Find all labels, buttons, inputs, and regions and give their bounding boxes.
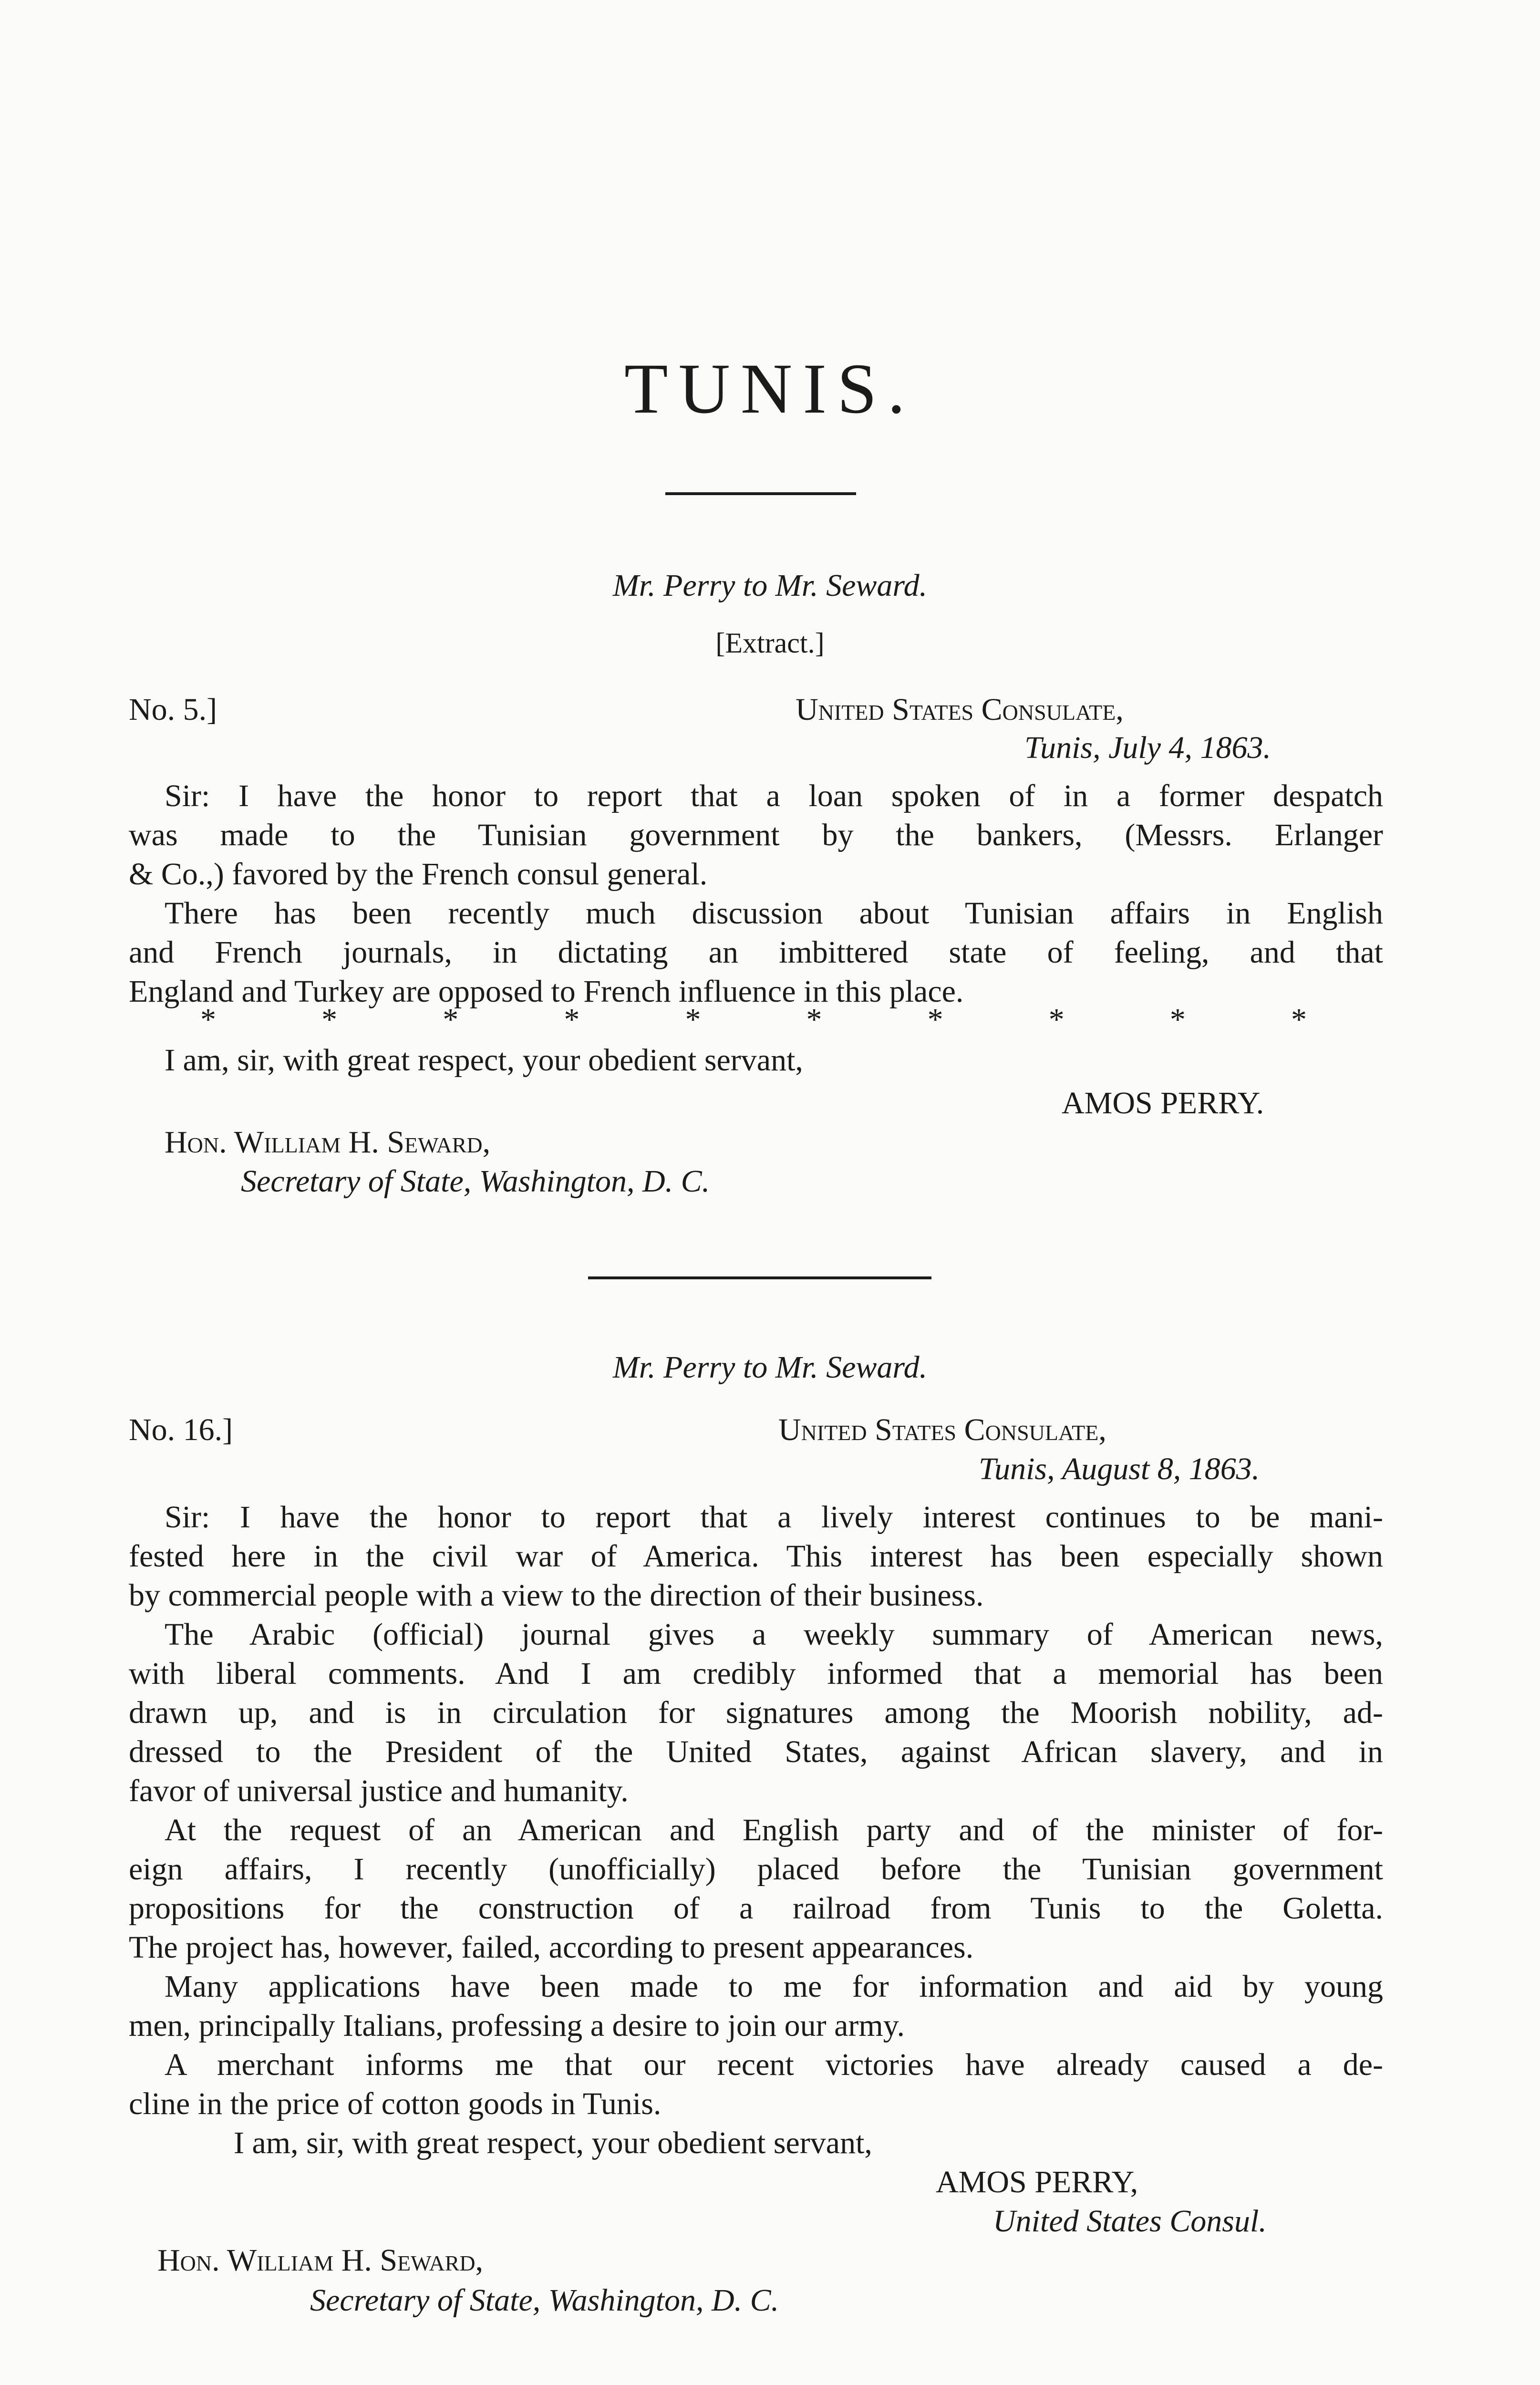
- letter-2-date: Tunis, August 8, 1863.: [979, 1452, 1260, 1486]
- letter-2-signature-title: United States Consul.: [993, 2204, 1267, 2239]
- letter-1-line-6: England and Turkey are opposed to French influence in this place.: [129, 974, 964, 1009]
- ellipsis-stars: [200, 1002, 1307, 1038]
- section-divider: [588, 1276, 931, 1279]
- star: *: [1048, 1002, 1065, 1037]
- letter-1-closing: I am, sir, with great respect, your obedient servant,: [165, 1043, 803, 1078]
- letter-2-line-7: dressed to the President of the United States, against African slavery, and in: [129, 1734, 1383, 1769]
- star: *: [564, 1002, 580, 1037]
- star: *: [927, 1002, 943, 1037]
- page-title: TUNIS.: [624, 349, 916, 428]
- letter-2-addressee-title: Secretary of State, Washington, D. C.: [310, 2283, 779, 2318]
- letter-1-addressee-title: Secretary of State, Washington, D. C.: [241, 1164, 710, 1199]
- letter-2-line-12: The project has, however, failed, according to present appearances.: [129, 1930, 974, 1965]
- star: *: [685, 1002, 701, 1037]
- letter-2-line-11: propositions for the construction of a railroad from Tunis to the Goletta.: [129, 1891, 1383, 1926]
- letter-2-line-9: At the request of an American and English party and of the minister of for-: [165, 1813, 1383, 1847]
- letter-1-line-3: & Co.,) favored by the French consul general.: [129, 857, 708, 892]
- letter-2-place: United States Consulate,: [778, 1412, 1106, 1447]
- letter-2-heading: Mr. Perry to Mr. Seward.: [612, 1350, 928, 1385]
- letter-2-line-13: Many applications have been made to me for information and aid by young: [165, 1969, 1383, 2004]
- letter-2-line-1: Sir: I have the honor to report that a lively interest continues to be mani-: [165, 1500, 1383, 1535]
- letter-1-line-2: was made to the Tunisian government by the bankers, (Messrs. Erlanger: [129, 818, 1383, 852]
- star: *: [1169, 1002, 1186, 1037]
- star: *: [806, 1002, 822, 1037]
- letter-2-line-14: men, principally Italians, professing a desire to join our army.: [129, 2008, 905, 2043]
- title-rule: [665, 492, 856, 495]
- letter-1-signature: AMOS PERRY.: [1062, 1086, 1264, 1120]
- letter-2-line-3: by commercial people with a view to the direction of their business.: [129, 1578, 984, 1613]
- letter-2-line-6: drawn up, and is in circulation for signatures among the Moorish nobility, ad-: [129, 1695, 1383, 1730]
- letter-1-heading: Mr. Perry to Mr. Seward.: [612, 568, 928, 603]
- letter-2-line-4: The Arabic (official) journal gives a weekly summary of American news,: [165, 1617, 1383, 1652]
- letter-1-line-4: There has been recently much discussion about Tunisian affairs in English: [165, 896, 1383, 931]
- letter-2-line-5: with liberal comments. And I am credibly informed that a memorial has been: [129, 1656, 1383, 1691]
- letter-1-line-5: and French journals, in dictating an imbittered state of feeling, and that: [129, 935, 1383, 970]
- letter-2-line-2: fested here in the civil war of America. This interest has been especially shown: [129, 1539, 1383, 1574]
- letter-1-note: [Extract.]: [715, 627, 825, 659]
- letter-1-line-1: Sir: I have the honor to report that a loan spoken of in a former despatch: [165, 778, 1383, 813]
- letter-2-number: No. 16.]: [129, 1412, 233, 1447]
- letter-2-line-16: cline in the price of cotton goods in Tunis.: [129, 2086, 661, 2121]
- letter-2-line-15: A merchant informs me that our recent victories have already caused a de-: [165, 2047, 1383, 2082]
- letter-1-number: No. 5.]: [129, 692, 217, 727]
- star: *: [1291, 1002, 1307, 1037]
- letter-2-signature: AMOS PERRY,: [936, 2165, 1138, 2199]
- letter-2-line-8: favor of universal justice and humanity.: [129, 1773, 629, 1808]
- star: *: [200, 1002, 216, 1037]
- letter-2-addressee: Hon. William H. Seward,: [157, 2243, 484, 2278]
- letter-1-addressee: Hon. William H. Seward,: [165, 1125, 491, 1160]
- star: *: [443, 1002, 459, 1037]
- letter-2-closing: I am, sir, with great respect, your obedient servant,: [234, 2126, 872, 2160]
- star: *: [321, 1002, 338, 1037]
- letter-1-place: United States Consulate,: [796, 692, 1124, 727]
- letter-2-line-10: eign affairs, I recently (unofficially) placed before the Tunisian government: [129, 1852, 1383, 1887]
- letter-1-date: Tunis, July 4, 1863.: [1024, 730, 1271, 765]
